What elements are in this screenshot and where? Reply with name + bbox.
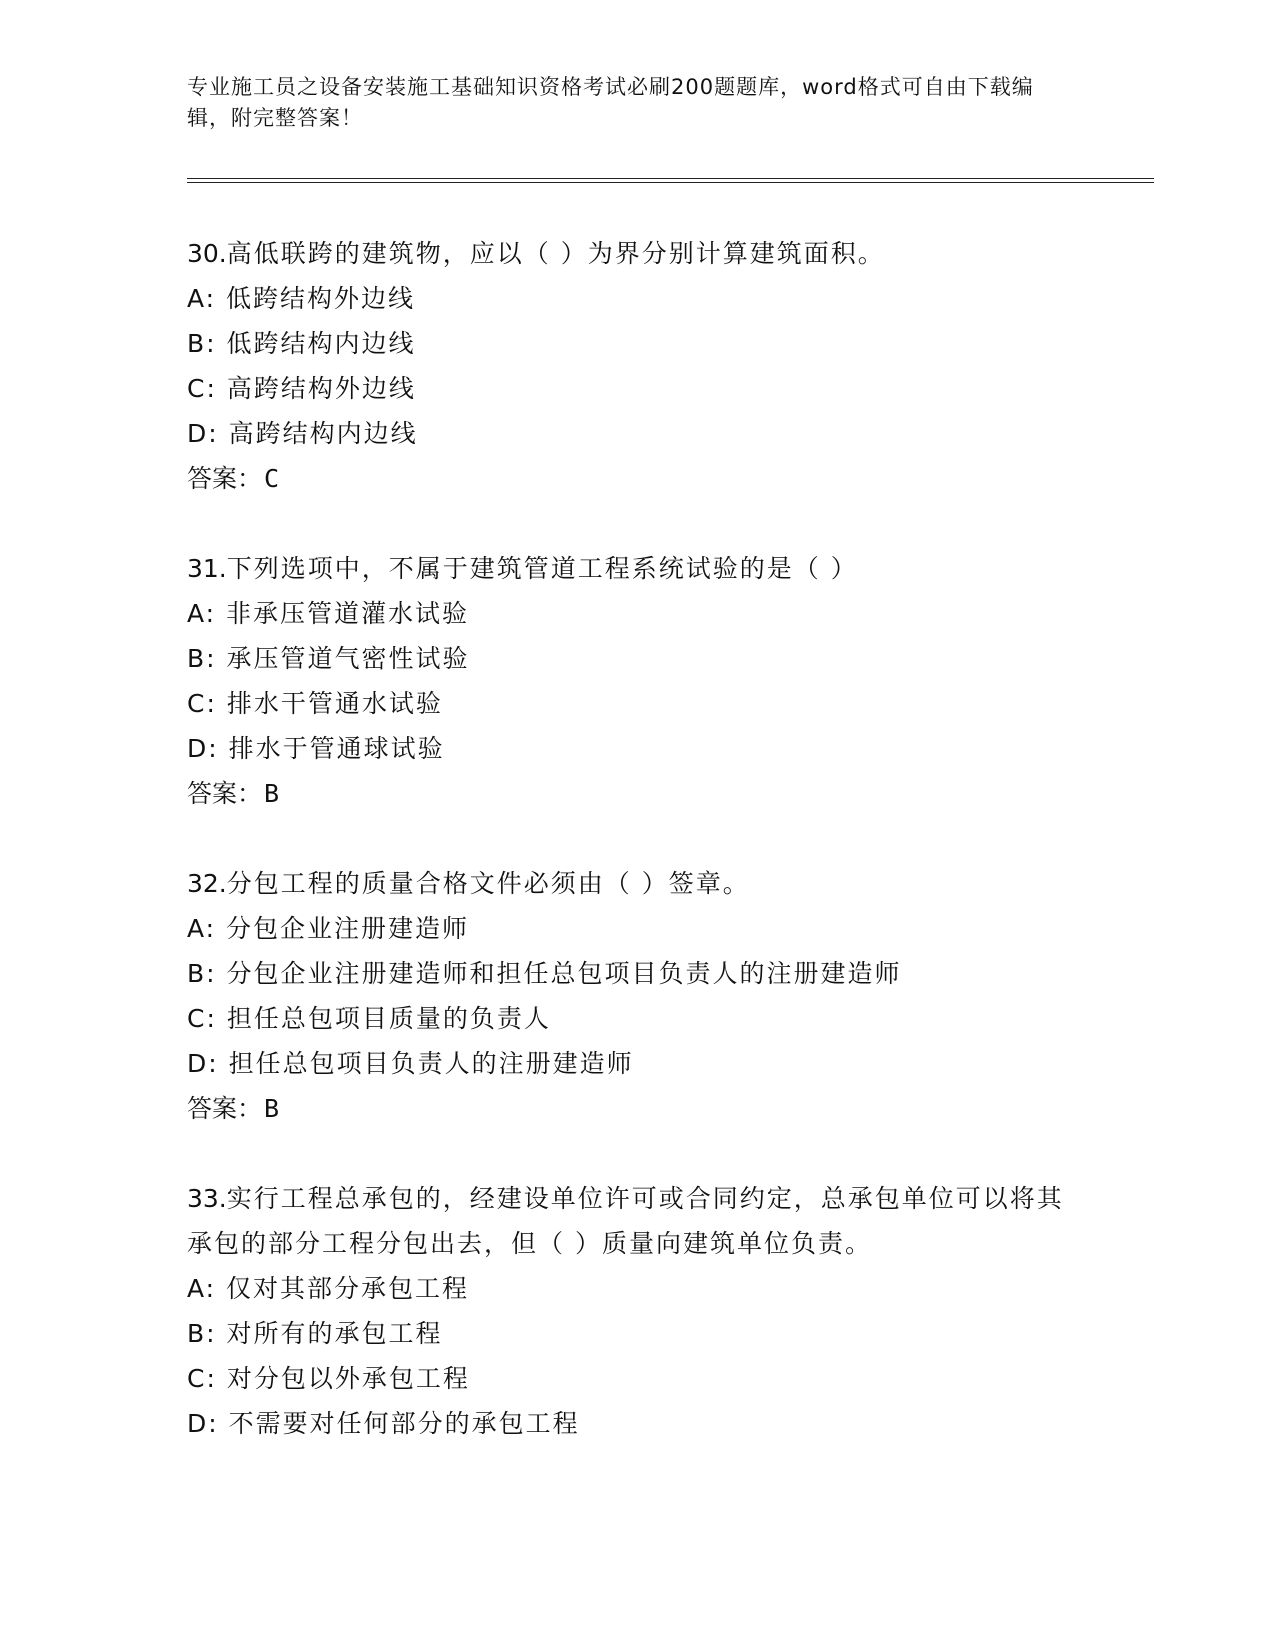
question-stem [187,861,1087,906]
question-text: 分包工程的质量合格文件必须由（ ）签章。 [226,869,750,898]
header-divider-top [187,178,1154,179]
question-stem [187,546,1087,591]
question-text: 下列选项中，不属于建筑管道工程系统试验的是（ ） [226,554,858,583]
option-b: B: 低跨结构内边线 [187,329,416,358]
option-a: A: 仅对其部分承包工程 [187,1274,470,1303]
question-number: 30. [187,239,227,268]
question-number: 33. [187,1184,227,1213]
question-stem [187,231,1087,276]
question-32 [187,861,1087,1131]
document-header: 专业施工员之设备安装施工基础知识资格考试必刷200题题库，word格式可自由下载编辑，附完整答案！ [187,75,1034,130]
option-c: C: 对分包以外承包工程 [187,1364,470,1393]
option-d: D: 排水于管通球试验 [187,734,445,763]
question-33 [187,1176,1087,1446]
option-a: A: 非承压管道灌水试验 [187,599,470,628]
question-number: 32. [187,869,227,898]
answer-value: B [264,1094,280,1123]
answer-label: 答案： [187,1094,263,1123]
option-c: C: 担任总包项目质量的负责人 [187,1004,551,1033]
answer-value: B [264,779,280,808]
option-a: A: 分包企业注册建造师 [187,914,470,943]
option-b: B: 分包企业注册建造师和担任总包项目负责人的注册建造师 [187,959,902,988]
answer-line [187,771,1087,816]
question-text: 实行工程总承包的，经建设单位许可或合同约定，总承包单位可以将其承包的部分工程分包出去，但（ ）质量向建筑单位负责。 [187,1184,1064,1258]
option-c: C: 排水干管通水试验 [187,689,443,718]
answer-label: 答案： [187,464,263,493]
option-d: D: 担任总包项目负责人的注册建造师 [187,1049,634,1078]
answer-line [187,1086,1087,1131]
question-30 [187,231,1087,501]
option-a: A: 低跨结构外边线 [187,284,416,313]
option-b: B: 承压管道气密性试验 [187,644,470,673]
answer-value: C [264,464,280,493]
answer-line [187,456,1087,501]
question-text: 高低联跨的建筑物，应以（ ）为界分别计算建筑面积。 [226,239,885,268]
question-number: 31. [187,554,227,583]
option-d: D: 高跨结构内边线 [187,419,418,448]
option-c: C: 高跨结构外边线 [187,374,416,403]
answer-label: 答案： [187,779,263,808]
header-divider-bottom [187,182,1154,183]
option-b: B: 对所有的承包工程 [187,1319,443,1348]
option-d: D: 不需要对任何部分的承包工程 [187,1409,580,1438]
question-31 [187,546,1087,816]
question-stem [187,1176,1087,1266]
question-list [187,231,1087,1491]
